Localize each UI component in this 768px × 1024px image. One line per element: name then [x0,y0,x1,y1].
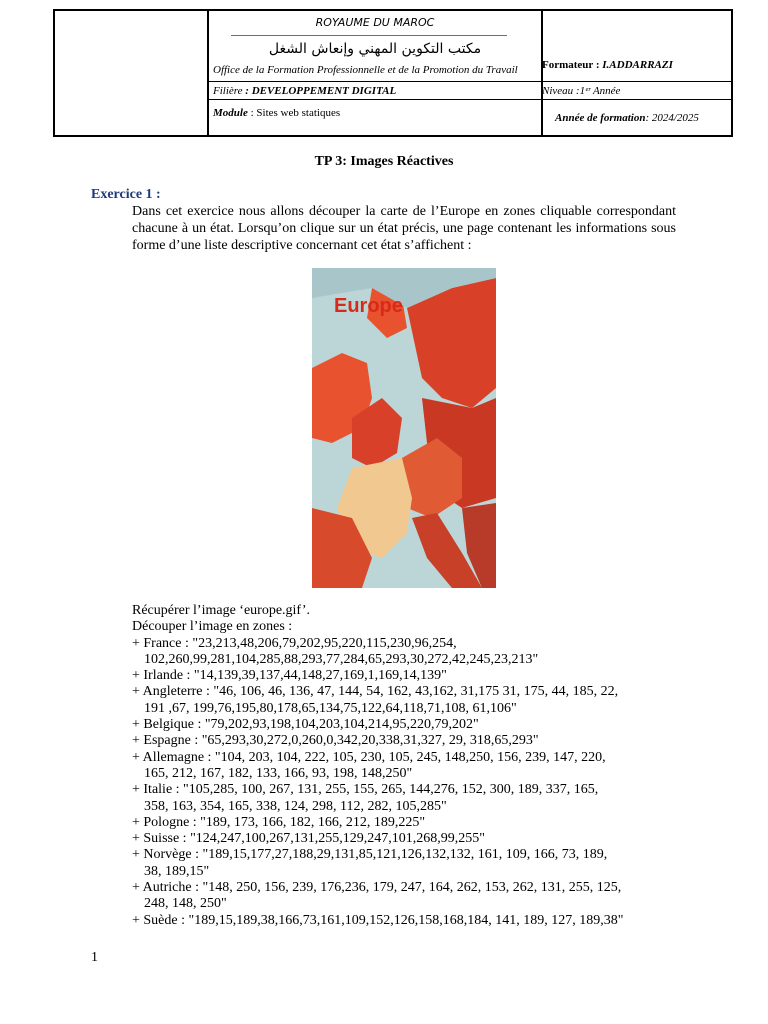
header-divider [207,11,209,135]
annee-formation [555,112,699,124]
formateur-label: Formateur : [542,59,603,71]
zone-coordinates [132,717,692,733]
zone-line: + Norvège : "189,15,177,27,188,29,131,85,121,126,132,132, 161, 109, 166, 73, 189, [132,847,608,863]
zone-coordinates [132,668,692,684]
zone-line-continued: 191 ,67, 199,76,195,80,178,65,134,75,122,64,118,71,108, 61,106" [144,700,517,716]
zone-line: + Allemagne : "104, 203, 104, 222, 105, 230, 105, 245, 148,250, 156, 239, 147, 220, [132,749,606,765]
zone-line: + France : "23,213,48,206,79,202,95,220,115,230,96,254, [132,635,457,651]
header-table [53,9,733,137]
zone-line: + Belgique : "79,202,93,198,104,203,104,214,95,220,79,202" [132,717,479,733]
zone-coordinates [132,815,692,831]
zone-coordinates [132,847,692,880]
zone-line: + Pologne : "189, 173, 166, 182, 166, 212, 189,225" [132,814,426,830]
zone-line: + Angleterre : "46, 106, 46, 136, 47, 144, 54, 162, 43,162, 31,175 31, 175, 44, 185, 22, [132,684,619,700]
instruction-step: Récupérer l’image ‘europe.gif’. [132,603,311,618]
zone-coordinates [132,831,692,847]
zone-line: + Italie : "105,285, 100, 267, 131, 255, 155, 265, 144,276, 152, 300, 189, 337, 165, [132,782,599,798]
exercise-heading: Exercice 1 : [91,187,161,202]
zone-coordinates [132,913,692,929]
zone-line-continued: 165, 212, 167, 182, 133, 166, 93, 198, 148,250" [144,765,413,781]
royaume-text: ROYAUME DU MAROC [315,16,435,29]
header-divider [209,99,731,100]
zone-line: + Espagne : "65,293,30,272,0,260,0,342,20,338,31,327, 29, 318,65,293" [132,733,539,749]
filiere-label: Filière [213,85,243,97]
decorative-rule [231,35,507,36]
zone-coordinates [132,750,692,783]
annee-label: Année de formation [555,112,646,124]
europe-map-drawing [312,268,496,588]
module [213,107,340,119]
module-label: Module [213,107,248,119]
zone-line: + Irlande : "14,139,39,137,44,148,27,169,1,169,14,139" [132,668,447,684]
zone-coordinates [132,636,692,669]
header-divider [209,81,731,82]
zone-line: + Suède : "189,15,189,38,166,73,161,109,152,126,158,168,184, 141, 189, 127, 189,38" [132,912,624,928]
zone-line: + Suisse : "124,247,100,267,131,255,129,247,101,268,99,255" [132,831,486,847]
filiere-value: : DEVELOPPEMENT DIGITAL [242,85,397,97]
office-name: Office de la Formation Professionnelle et de la Promotion du Travail [213,64,518,76]
formateur-name: I.ADDARRAZI [602,59,673,71]
module-value: : Sites web statiques [247,107,341,119]
page-number: 1 [91,950,98,965]
zone-coordinates [132,684,692,717]
zone-coordinates [132,733,692,749]
zone-line-continued: 102,260,99,281,104,285,88,293,77,284,65,293,30,272,42,245,23,213" [144,651,539,667]
arabic-institution-name: مكتب التكوين المهني وإنعاش الشغل [268,41,482,57]
instruction-step: Découper l’image en zones : [132,619,293,635]
zone-list [132,636,692,929]
zone-coordinates [132,782,692,815]
page-title: TP 3: Images Réactives [314,154,454,169]
zone-coordinates [132,880,692,913]
zone-line: + Autriche : "148, 250, 156, 239, 176,236, 179, 247, 164, 262, 153, 262, 131, 255, 125, [132,880,622,896]
zone-line-continued: 358, 163, 354, 165, 338, 124, 298, 112, 282, 105,285" [144,798,447,814]
annee-value: : 2024/2025 [645,112,699,124]
exercise-intro: Dans cet exercice nous allons découper la carte de l’Europe en zones cliquable correspondant chacune à un état. Lorsqu’on clique sur un état précis, une page contenant les informations sous forme d’une liste descriptive concernant cet état s’affichent : [132,204,676,253]
filiere [213,85,396,97]
niveau: Niveau :1ᵉʳ Année [542,85,621,97]
map-title: Europe [334,295,403,317]
formateur [542,59,732,71]
instructions [132,603,692,929]
zone-line-continued: 38, 189,15" [144,863,210,879]
europe-map-image [312,268,496,588]
zone-line-continued: 248, 148, 250" [144,896,227,912]
